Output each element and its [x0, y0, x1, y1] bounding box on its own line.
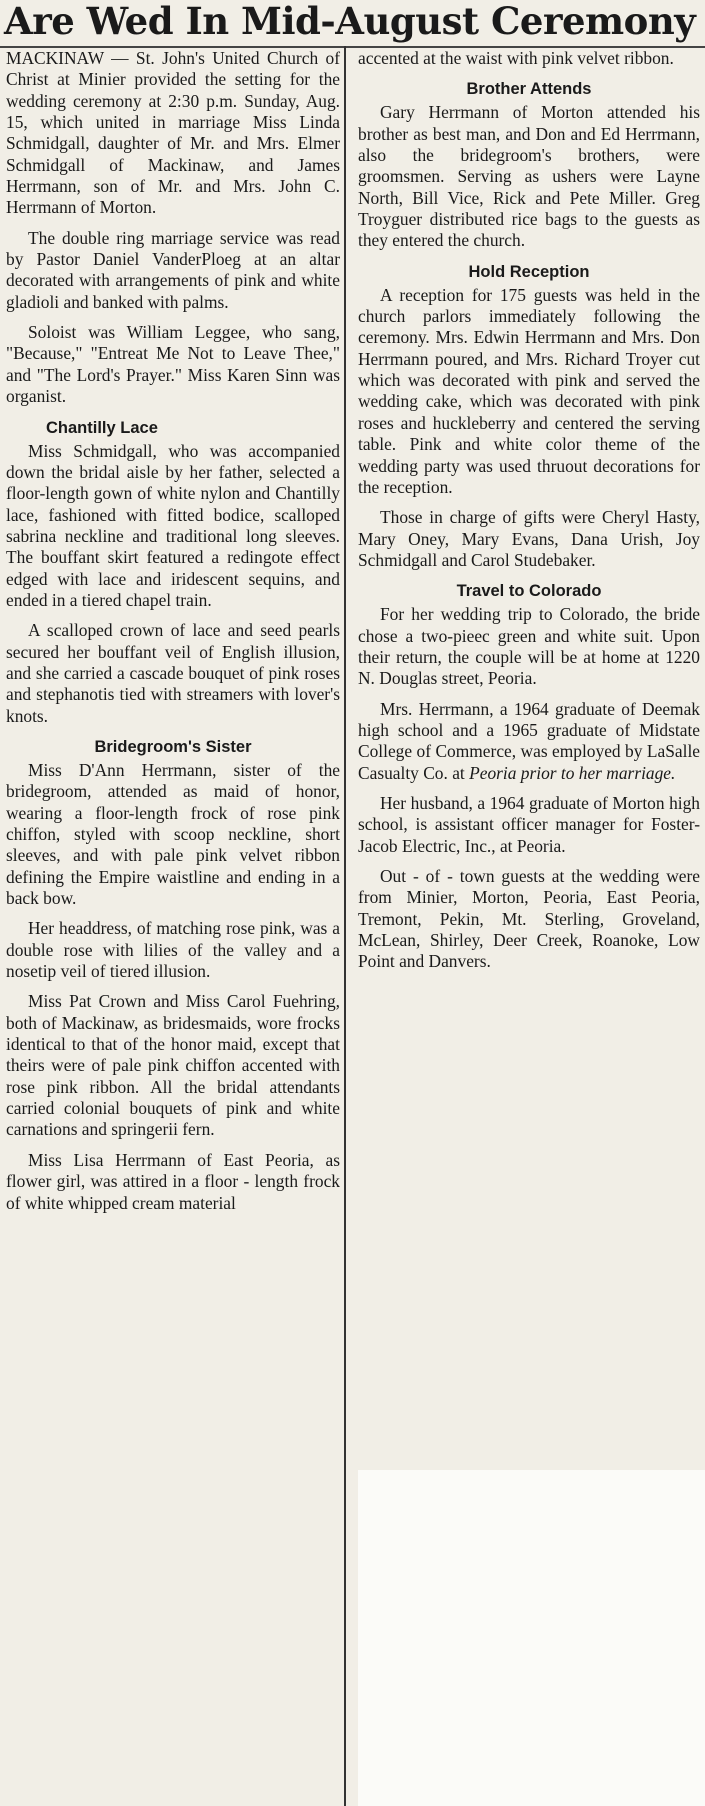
paragraph: Gary Herrmann of Morton attended his brother as best man, and Don and Ed Herrmann, also the bridegroom's brothers, were groomsmen. Serving as ushers were Layne North, Bill Vice, Rick and Pete Miller. Greg Troyguer distributed rice bags to the guests as they entered the church.: [358, 102, 700, 251]
subheading-hold-reception: Hold Reception: [468, 262, 590, 281]
paragraph: MACKINAW — St. John's United Church of Christ at Minier provided the setting for the wedding ceremony at 2:30 p.m. Sunday, Aug. 15, which united in marriage Miss Linda Schmidgall, daughter of Mr. and Mrs. Elmer Schmidgall of Mackinaw, and James Herrmann, son of Mr. and Mrs. John C. Herrmann of Morton.: [6, 48, 340, 218]
paragraph: For her wedding trip to Colorado, the bride chose a two-pieec green and white suit. Upon their return, the couple will be at home at 1220 N. Douglas street, Peoria.: [358, 604, 700, 689]
paragraph-text-italic: Peoria prior to her marriage.: [469, 762, 676, 783]
paragraph: The double ring marriage service was read by Pastor Daniel VanderPloeg at an altar decorated with arrangements of pink and white gladioli and banked with palms.: [6, 227, 340, 312]
headline: Are Wed In Mid-August Ceremony: [0, 0, 705, 48]
subheading-brother-attends: Brother Attends: [466, 80, 592, 99]
subheading-bridegrooms-sister: Bridegroom's Sister: [94, 737, 252, 756]
subheading-chantilly-lace: Chantilly Lace: [46, 418, 158, 437]
paragraph: Her husband, a 1964 graduate of Morton high school, is assistant officer manager for Foster-Jacob Electric, Inc., at Peoria.: [358, 792, 700, 856]
paragraph: Out - of - town guests at the wedding were from Minier, Morton, Peoria, East Peoria, Tremont, Pekin, Mt. Sterling, Groveland, McLean, Shirley, Deer Creek, Roanoke, Low Point and Danvers.: [358, 866, 700, 972]
paragraph: Those in charge of gifts were Cheryl Hasty, Mary Oney, Mary Evans, Dana Urish, Joy Schmidgall and Carol Studebaker.: [358, 507, 700, 570]
paragraph: Soloist was William Leggee, who sang, "Because," "Entreat Me Not to Leave Thee," and "The Lord's Prayer." Miss Karen Sinn was organist.: [6, 322, 340, 407]
subheading-travel-to-colorado: Travel to Colorado: [456, 582, 602, 601]
paragraph: Miss Pat Crown and Miss Carol Fuehring, both of Mackinaw, as bridesmaids, wore frocks identical to that of the honor maid, except that theirs were of pale pink chiffon accented with rose pink ribbon. All the bridal attendants carried colonial bouquets of pink and white carnations and springerii fern.: [6, 991, 340, 1140]
paragraph: A scalloped crown of lace and seed pearls secured her bouffant veil of English illusion, and she carried a cascade bouquet of pink roses and stephanotis tied with streamers with lover's knots.: [6, 620, 340, 726]
paragraph: Miss Lisa Herrmann of East Peoria, as flower girl, was attired in a floor - length frock of white whipped cream material: [6, 1149, 340, 1213]
paragraph: [358, 699, 700, 784]
paragraph: accented at the waist with pink velvet ribbon.: [358, 48, 674, 68]
article-column-right: [358, 46, 700, 1466]
paragraph: Her headdress, of matching rose pink, was a double rose with lilies of the valley and a nosetip veil of tiered illusion.: [6, 918, 340, 982]
paragraph: Miss D'Ann Herrmann, sister of the bridegroom, attended as maid of honor, wearing a floor-length frock of rose pink chiffon, styled with scoop neckline, short sleeves, and with pale pink velvet ribbon defining the Empire waistline and ending in a back bow.: [6, 759, 340, 909]
paragraph: A reception for 175 guests was held in the church parlors immediately following the ceremony. Mrs. Edwin Herrmann and Mrs. Don Herrmann poured, and Mrs. Richard Troyer cut which was decorated with pink and served the wedding cake, which was decorated with pink roses and huckleberry and centered the serving table. Pink and white color theme of the wedding party was used thruout decorations for the reception.: [358, 284, 700, 497]
article-column-left: [6, 46, 346, 1806]
paragraph: Miss Schmidgall, who was accompanied down the bridal aisle by her father, selected a floor-length gown of white nylon and Chantilly lace, fashioned with fitted bodice, scalloped sabrina neckline and traditional long sleeves. The bouffant skirt featured a redingote effect edged with lace and iridescent sequins, and ended in a tiered chapel train.: [6, 440, 340, 610]
paragraph-text: Mrs. Herrmann, a 1964 graduate of Deemak high school and a 1965 graduate of Midstate College of Commerce, was employed by LaSalle Casualty Co. at: [358, 698, 700, 783]
blank-margin: [358, 1470, 705, 1806]
